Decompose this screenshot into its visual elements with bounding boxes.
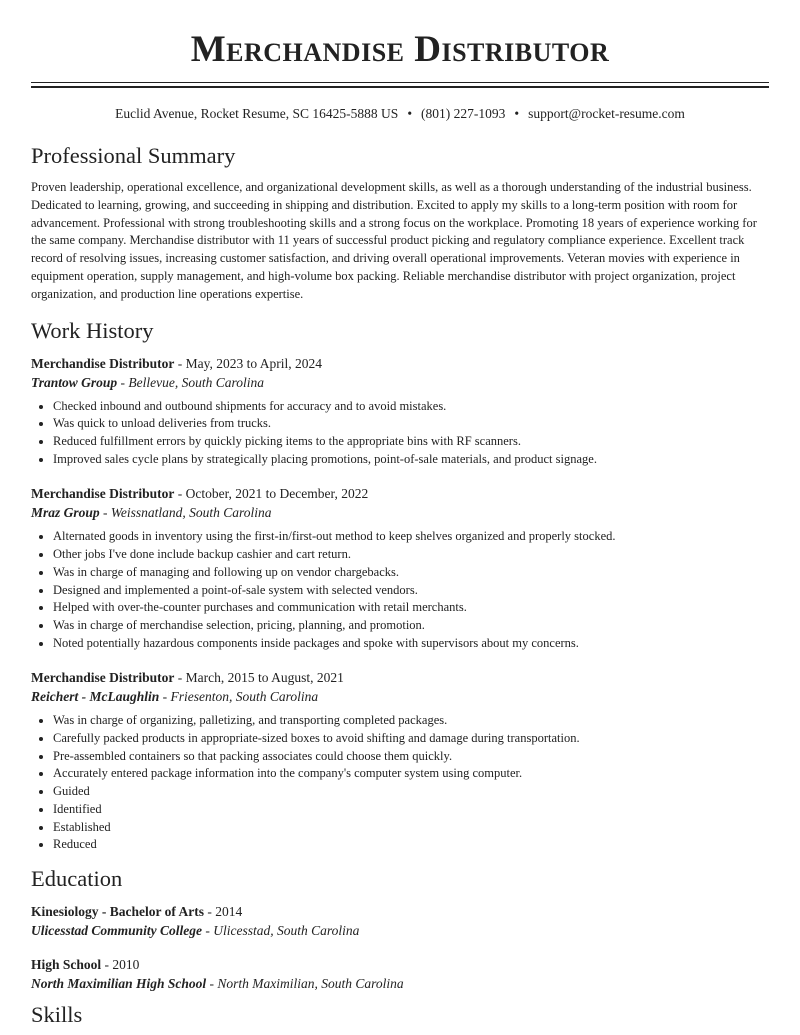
education-school: North Maximilian High School bbox=[31, 975, 207, 991]
list-item: • Carefully packed products in appropriate-sized boxes to avoid shifting and damage during transportation. bbox=[53, 730, 769, 748]
education-year: - 2014 bbox=[204, 903, 243, 919]
list-item: • Was in charge of managing and following up on vendor chargebacks. bbox=[53, 564, 769, 582]
education-degree-line bbox=[31, 955, 769, 974]
resume-name: Merchandise Distributor bbox=[190, 29, 610, 70]
section-heading-education: Education bbox=[31, 865, 123, 891]
list-item: • Reduced bbox=[53, 836, 769, 854]
education-school-line bbox=[31, 921, 769, 941]
contact-line bbox=[0, 105, 800, 123]
education-location: - North Maximilian, South Carolina bbox=[206, 975, 404, 991]
list-item: • Was in charge of merchandise selection, pricing, planning, and promotion. bbox=[53, 617, 769, 635]
education-degree: Kinesiology - Bachelor of Arts bbox=[31, 903, 204, 919]
job-entry bbox=[31, 484, 769, 652]
list-item: • Was quick to unload deliveries from trucks. bbox=[53, 415, 769, 433]
job-location: - Bellevue, South Carolina bbox=[117, 374, 265, 390]
list-item: • Established bbox=[53, 819, 769, 837]
education-year: - 2010 bbox=[101, 956, 140, 972]
list-item: • Noted potentially hazardous components inside packages and spoke with supervisors about my concerns. bbox=[53, 635, 769, 653]
education-degree: High School bbox=[31, 956, 102, 972]
job-bullets bbox=[31, 398, 769, 469]
education-school: Ulicesstad Community College bbox=[31, 922, 202, 938]
contact-address: Euclid Avenue, Rocket Resume, SC 16425-5888 US bbox=[115, 106, 399, 121]
section-heading-skills: Skills bbox=[31, 1001, 83, 1027]
job-entry bbox=[31, 668, 769, 854]
job-dates: - March, 2015 to August, 2021 bbox=[174, 670, 344, 686]
contact-phone: (801) 227-1093 bbox=[421, 106, 506, 121]
list-item: • Reduced fulfillment errors by quickly picking items to the appropriate bins with RF scanners. bbox=[53, 433, 769, 451]
job-location: - Weissnatland, South Carolina bbox=[99, 505, 272, 521]
list-item: • Guided bbox=[53, 783, 769, 801]
list-item: • Other jobs I've done include backup cashier and cart return. bbox=[53, 546, 769, 564]
list-item: • Checked inbound and outbound shipments for accuracy and to avoid mistakes. bbox=[53, 398, 769, 416]
education-entry bbox=[31, 955, 769, 994]
job-bullets bbox=[31, 712, 769, 854]
job-location: - Friesenton, South Carolina bbox=[159, 689, 319, 705]
contact-email[interactable]: support@rocket-resume.com bbox=[528, 106, 685, 121]
job-title: Merchandise Distributor bbox=[31, 486, 175, 502]
job-company-line bbox=[31, 503, 769, 523]
job-title-line bbox=[31, 484, 769, 503]
header-rule-thick bbox=[31, 86, 769, 88]
contact-separator: • bbox=[407, 106, 413, 121]
job-title-line bbox=[31, 668, 769, 687]
job-title: Merchandise Distributor bbox=[31, 670, 175, 686]
job-company-line bbox=[31, 687, 769, 707]
contact-separator: • bbox=[514, 106, 520, 121]
job-entry bbox=[31, 354, 769, 469]
list-item: • Accurately entered package information into the company's computer system using computer. bbox=[53, 765, 769, 783]
header-rule-thin bbox=[31, 82, 769, 83]
section-heading-summary: Professional Summary bbox=[31, 143, 236, 168]
list-item: • Pre-assembled containers so that packing associates could choose them quickly. bbox=[53, 748, 769, 766]
job-company: Mraz Group bbox=[31, 505, 100, 521]
job-title: Merchandise Distributor bbox=[31, 355, 175, 371]
resume-content bbox=[31, 141, 769, 1030]
list-item: • Helped with over-the-counter purchases and communication with retail merchants. bbox=[53, 599, 769, 617]
job-company-line bbox=[31, 373, 769, 393]
section-heading-work: Work History bbox=[31, 317, 154, 343]
list-item: • Designed and implemented a point-of-sale system with selected vendors. bbox=[53, 582, 769, 600]
list-item: • Alternated goods in inventory using the first-in/first-out method to keep shelves organized and properly stocked. bbox=[53, 528, 769, 546]
education-degree-line bbox=[31, 902, 769, 921]
job-dates: - October, 2021 to December, 2022 bbox=[174, 486, 369, 502]
list-item: • Improved sales cycle plans by strategically placing promotions, point-of-sale materials, and product signage. bbox=[53, 451, 769, 469]
education-entry bbox=[31, 902, 769, 941]
education-location: - Ulicesstad, South Carolina bbox=[202, 922, 360, 938]
job-company: Trantow Group bbox=[31, 374, 118, 390]
job-company: Reichert - McLaughlin bbox=[31, 689, 160, 705]
education-school-line bbox=[31, 974, 769, 994]
list-item: • Identified bbox=[53, 801, 769, 819]
list-item: • Was in charge of organizing, palletizing, and transporting completed packages. bbox=[53, 712, 769, 730]
job-title-line bbox=[31, 354, 769, 373]
job-bullets bbox=[31, 528, 769, 652]
job-dates: - May, 2023 to April, 2024 bbox=[174, 355, 322, 371]
summary-text: Proven leadership, operational excellence, and organizational development skills, as well as a thorough understanding of the industrial business. Dedicated to learning, growing, and succeeding in shipping and distribution. Excited to apply my skills to a long-term position with room for advancement. Professional with strong troubleshooting skills and a strong focus on the workplace. Promoting 18 years of experience working for the same company. Merchandise distributor with 11 years of successful product picking and regulatory compliance experience. Excellent track record of resolving issues, increasing customer satisfaction, and driving overall operational improvements. Veteran movies with experience in equipment operation, supply management, and high-volume box packing. Reliable merchandise distributor with project organization, project organization, and production line operations expertise. bbox=[31, 180, 757, 301]
